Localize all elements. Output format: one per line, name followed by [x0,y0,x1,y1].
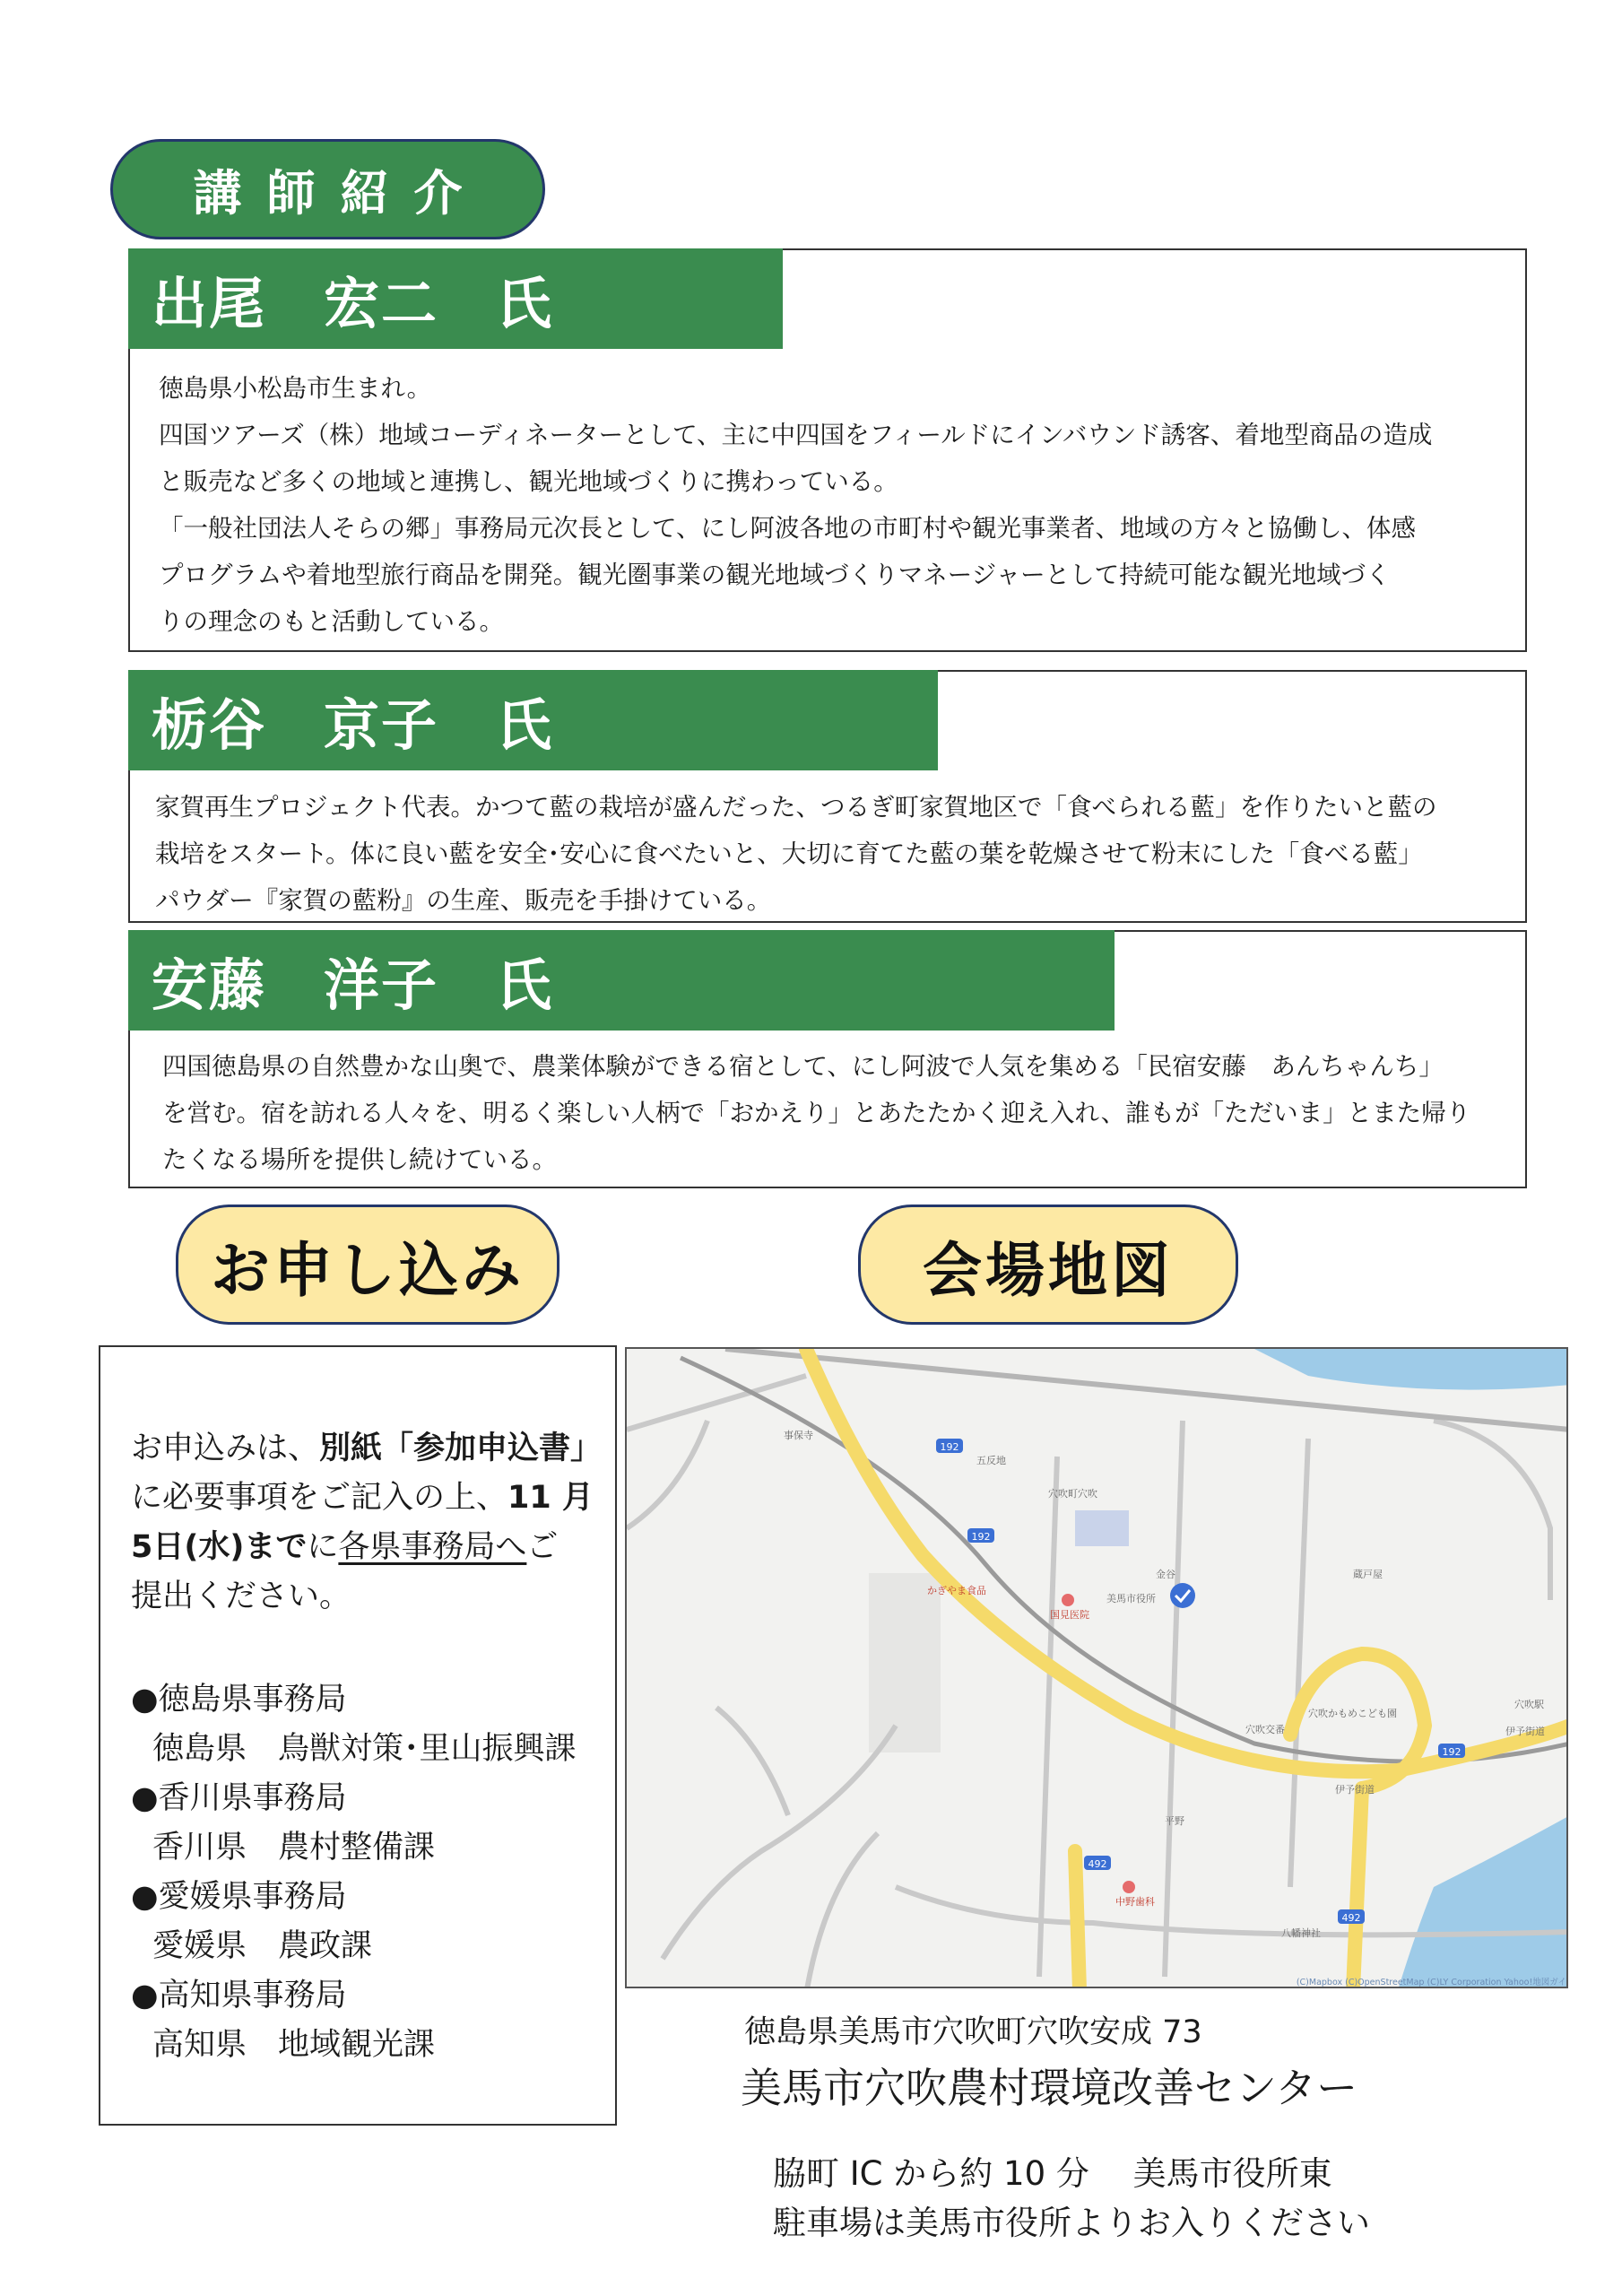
venue-heading: 会場地図 [858,1205,1238,1325]
lecturer-bio-2: 家賀再生プロジェクト代表。かつて藍の栽培が盛んだった、つるぎ町家賀地区で「食べられる藍」を作りたいと藍の 栽培をスタート。体に良い藍を安全･安心に食べたいと、大切に育てた藍の葉を乾燥させて粉末にした「食べる藍」 パウダー『家賀の藍粉』の生産、販売を手掛けている。 [155,793,1437,915]
venue-map[interactable] [625,1347,1568,1988]
svg-text:五反地: 五反地 [976,1455,1006,1466]
apply-box [99,1345,617,2126]
svg-text:国見医院: 国見医院 [1050,1609,1089,1621]
svg-text:192: 192 [1442,1746,1462,1758]
venue-access: 脇町 IC から約 10 分 美馬市役所東 [773,2154,1332,2193]
map-drawing [627,1349,1568,1988]
svg-text:平野: 平野 [1165,1815,1184,1827]
office-kochi: ●高知県事務局 高知県 地域観光課 [131,1978,436,2063]
svg-text:かぎやま食品: かぎやま食品 [927,1585,986,1596]
svg-text:事保寺: 事保寺 [784,1430,813,1441]
lecturers-heading: 講師紹介 [110,139,545,239]
svg-text:金谷: 金谷 [1156,1569,1175,1580]
office-kagawa: ●香川県事務局 香川県 農村整備課 [131,1780,436,1866]
venue-address: 徳島県美馬市穴吹町穴吹安成 73 [744,2014,1202,2050]
svg-text:穴吹駅: 穴吹駅 [1514,1699,1544,1710]
lecturer-card-1 [128,248,1527,652]
lecturer-name-3: 安藤 洋子 氏 [128,930,1115,1031]
office-tokushima: ●徳島県事務局 徳島県 鳥獣対策･里山振興課 [131,1682,577,1767]
office-ehime: ●愛媛県事務局 愛媛県 農政課 [131,1879,373,1964]
svg-text:192: 192 [940,1441,959,1453]
svg-text:穴吹かもめこども園: 穴吹かもめこども園 [1308,1708,1397,1719]
venue-name: 美馬市穴吹農村環境改善センター [741,2064,1358,2112]
svg-text:穴吹交番: 穴吹交番 [1245,1724,1285,1735]
venue-parking: 駐車場は美馬市役所よりお入りください [773,2204,1370,2242]
lecturer-card-2 [128,670,1527,923]
svg-text:492: 492 [1341,1912,1361,1924]
apply-heading: お申し込み [176,1205,559,1325]
svg-text:中野歯科: 中野歯科 [1115,1896,1155,1908]
lecturer-bio-1: 徳島県小松島市生まれ。 四国ツアーズ（株）地域コーディネーターとして、主に中四国をフィールドにインバウンド誘客、着地型商品の造成 と販売など多くの地域と連携し、観光地域づくりに携わっている。 「一般社団法人そらの郷」事務局元次長として、にし阿波各地の市町村や観光事業者、地域の方々と協働し、体感 プログラムや着地型旅行商品を開発。観光圏事業の観光地域づくりマネージャーとして持続可能な観光地域づく りの理念のもと活動している。 [159,374,1433,636]
svg-text:美馬市役所: 美馬市役所 [1106,1593,1156,1605]
svg-text:八幡神社: 八幡神社 [1281,1927,1321,1939]
lecturer-name-2: 栃谷 京子 氏 [128,670,938,770]
svg-text:蔵戸屋: 蔵戸屋 [1353,1569,1383,1580]
svg-text:492: 492 [1088,1858,1107,1870]
svg-text:穴吹町穴吹: 穴吹町穴吹 [1048,1488,1097,1500]
lecturer-name-1: 出尾 宏二 氏 [128,248,783,349]
apply-instructions: お申込みは、別紙「参加申込書」 に必要事項をご記入の上、11 月 5日(水)までに各県事務局へご 提出ください。 [131,1431,603,1614]
lecturer-card-3 [128,930,1527,1188]
svg-text:伊予街道: 伊予街道 [1505,1726,1545,1737]
svg-text:(C)Mapbox (C)OpenStreetMap (C): (C)Mapbox (C)OpenStreetMap (C)LY Corporation Yahoo!地図ガイ [1296,1978,1566,1987]
lecturer-bio-3: 四国徳島県の自然豊かな山奥で、農業体験ができる宿として、にし阿波で人気を集める「民宿安藤 あんちゃんち」 を営む。宿を訪れる人々を、明るく楽しい人柄で「おかえり」とあたたかく迎え入れ、誰もが「ただいま」とまた帰り たくなる場所を提供し続けている。 [162,1052,1471,1174]
svg-text:伊予街道: 伊予街道 [1335,1784,1375,1796]
svg-text:192: 192 [971,1531,991,1543]
